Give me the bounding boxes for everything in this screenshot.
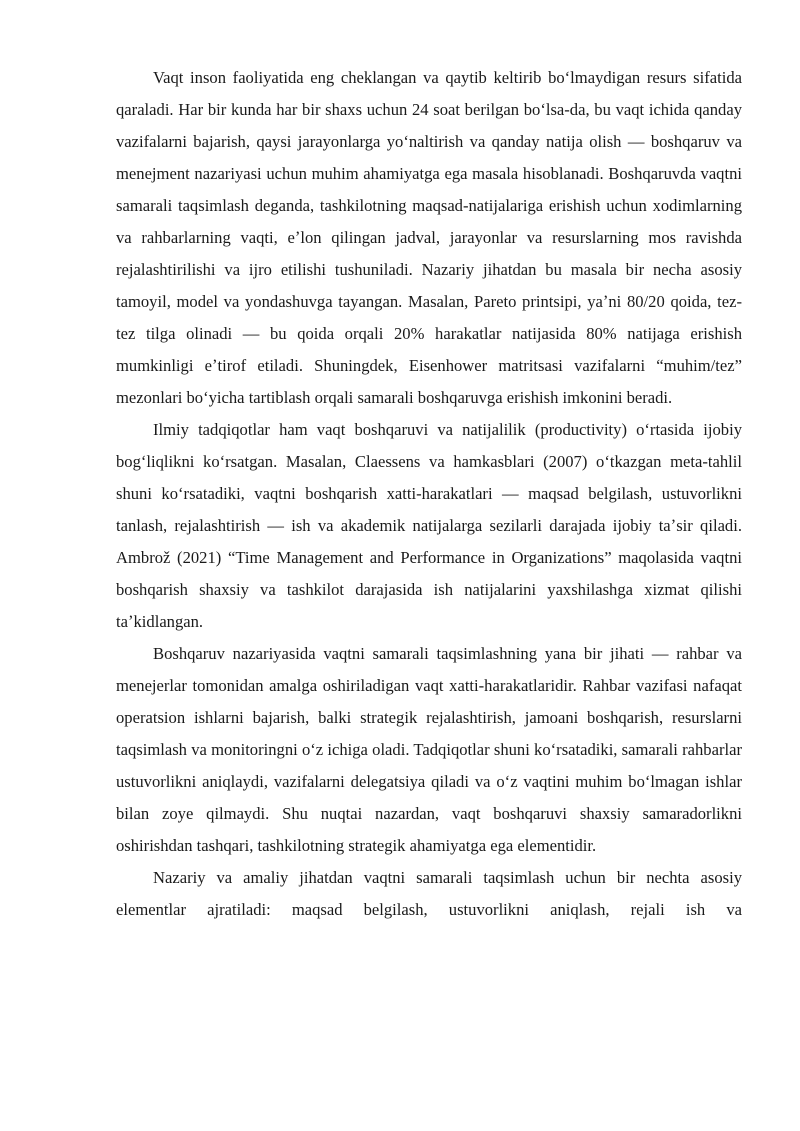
document-body (116, 62, 742, 926)
paragraph-2: Ilmiy tadqiqotlar ham vaqt boshqaruvi va natijalilik (productivity) oʻrtasida ijobiy bogʻliqlikni koʻrsatgan. Masalan, Claessens va hamkasblari (2007) oʻtkazgan meta-tahlil shuni koʻrsatadiki, vaqtni boshqarish xatti-harakatlari — maqsad belgilash, ustuvorlikni tanlash, rejalashtirish — ish va akademik natijalarga sezilarli darajada ijobiy taʼsir qiladi. Ambrož (2021) “Time Management and Performance in Organizations” maqolasida vaqtni boshqarish shaxsiy va tashkilot darajasida ish natijalarini yaxshilashga xizmat qilishi taʼkidlangan. (116, 420, 742, 631)
paragraph-1: Vaqt inson faoliyatida eng cheklangan va qaytib keltirib boʻlmaydigan resurs sifatida qaraladi. Har bir kunda har bir shaxs uchun 24 soat berilgan boʻlsa-da, bu vaqt ichida qanday vazifalarni bajarish, qaysi jarayonlarga yoʻnaltirish va qanday natija olish — boshqaruv va menejment nazariyasi uchun muhim ahamiyatga ega masala hisoblanadi. Boshqaruvda vaqtni samarali taqsimlash deganda, tashkilotning maqsad-natijalariga erishish uchun xodimlarning va rahbarlarning vaqti, eʼlon qilingan jadval, jarayonlar va resurslarning mos ravishda rejalashtirilishi va ijro etilishi tushuniladi. Nazariy jihatdan bu masala bir necha asosiy tamoyil, model va yondashuvga tayangan. Masalan, Pareto printsipi, yaʼni 80/20 qoida, tez-tez tilga olinadi — bu qoida orqali 20% harakatlar natijasida 80% natijaga erishish mumkinligi eʼtirof etiladi. Shuningdek, Eisenhower matritsasi vazifalarni “muhim/tez” mezonlari boʻyicha tartiblash orqali samarali boshqaruvga erishish imkonini beradi. (116, 68, 742, 407)
paragraph-3: Boshqaruv nazariyasida vaqtni samarali taqsimlashning yana bir jihati — rahbar va menejerlar tomonidan amalga oshiriladigan vaqt xatti-harakatlaridir. Rahbar vazifasi nafaqat operatsion ishlarni bajarish, balki strategik rejalashtirish, jamoani boshqarish, resurslarni taqsimlash va monitoringni oʻz ichiga oladi. Tadqiqotlar shuni koʻrsatadiki, samarali rahbarlar ustuvorlikni aniqlaydi, vazifalarni delegatsiya qiladi va oʻz vaqtini muhim boʻlmagan ishlar bilan zoye qilmaydi. Shu nuqtai nazardan, vaqt boshqaruvi shaxsiy samaradorlikni oshirishdan tashqari, tashkilotning strategik ahamiyatga ega elementidir. (116, 644, 742, 855)
paragraph-4: Nazariy va amaliy jihatdan vaqtni samarali taqsimlash uchun bir nechta asosiy elementlar ajratiladi: maqsad belgilash, ustuvorlikni aniqlash, rejali ish va (116, 868, 742, 919)
